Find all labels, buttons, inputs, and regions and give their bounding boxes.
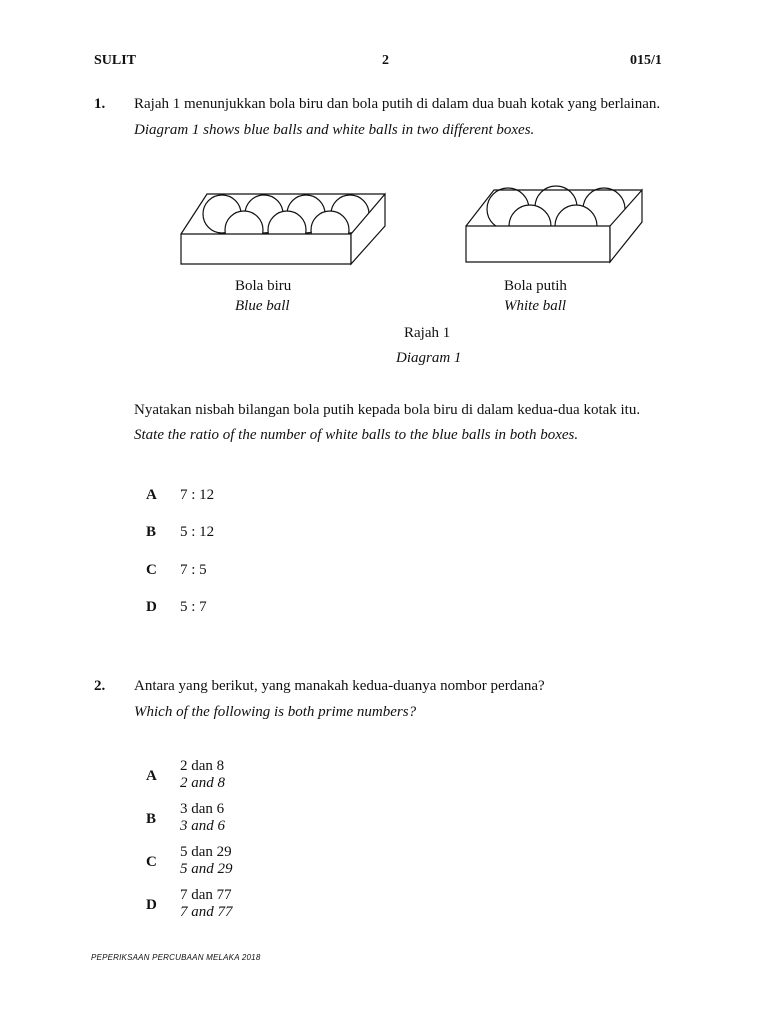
blue-ball-label-en: Blue ball — [235, 298, 290, 314]
white-ball-label-ms: Bola putih — [504, 278, 567, 294]
q1-option-text[interactable]: 5 : 7 — [180, 599, 207, 615]
q2-option-letter[interactable]: B — [146, 811, 157, 827]
white-ball-label-en: White ball — [504, 298, 567, 314]
q2-option-text-en[interactable]: 7 and 77 — [180, 904, 233, 920]
header-sulit: SULIT — [94, 53, 137, 68]
q2-option-text-ms[interactable]: 7 dan 77 — [180, 887, 232, 903]
blue-ball-label-ms: Bola biru — [235, 278, 292, 294]
q2-option-text-en[interactable]: 2 and 8 — [180, 775, 225, 791]
q2-number: 2. — [94, 678, 106, 694]
white-ball-box — [0, 0, 768, 300]
q2-option-text-ms[interactable]: 5 dan 29 — [180, 844, 232, 860]
footer-exam-title: PEPERIKSAAN PERCUBAAN MELAKA 2018 — [91, 953, 261, 962]
q1-option-letter[interactable]: C — [146, 562, 157, 578]
q2-option-letter[interactable]: D — [146, 897, 157, 913]
q1-question-ms: Nyatakan nisbah bilangan bola putih kepada bola biru di dalam kedua-dua kotak itu. — [134, 402, 641, 418]
q1-option-text[interactable]: 5 : 12 — [180, 524, 215, 540]
page-number: 2 — [382, 53, 389, 68]
q2-stem-en: Which of the following is both prime numbers? — [134, 704, 417, 720]
q2-option-text-ms[interactable]: 3 dan 6 — [180, 801, 225, 817]
q2-option-text-en[interactable]: 3 and 6 — [180, 818, 225, 834]
q1-stem-ms: Rajah 1 menunjukkan bola biru dan bola putih di dalam dua buah kotak yang berlainan. — [134, 96, 661, 112]
q2-stem-ms: Antara yang berikut, yang manakah kedua-duanya nombor perdana? — [134, 678, 545, 694]
diagram-caption-en: Diagram 1 — [396, 350, 462, 366]
q1-option-letter[interactable]: A — [146, 487, 157, 503]
q1-number: 1. — [94, 96, 106, 112]
q1-option-text[interactable]: 7 : 12 — [180, 487, 215, 503]
q2-option-letter[interactable]: C — [146, 854, 157, 870]
paper-code: 015/1 — [630, 53, 662, 68]
q1-question-en: State the ratio of the number of white balls to the blue balls in both boxes. — [134, 427, 579, 443]
q1-stem-en: Diagram 1 shows blue balls and white balls in two different boxes. — [134, 122, 535, 138]
q2-option-text-ms[interactable]: 2 dan 8 — [180, 758, 225, 774]
q2-option-letter[interactable]: A — [146, 768, 157, 784]
q1-option-letter[interactable]: D — [146, 599, 157, 615]
q1-option-text[interactable]: 7 : 5 — [180, 562, 207, 578]
q1-option-letter[interactable]: B — [146, 524, 157, 540]
q2-option-text-en[interactable]: 5 and 29 — [180, 861, 233, 877]
diagram-caption-ms: Rajah 1 — [404, 325, 451, 341]
